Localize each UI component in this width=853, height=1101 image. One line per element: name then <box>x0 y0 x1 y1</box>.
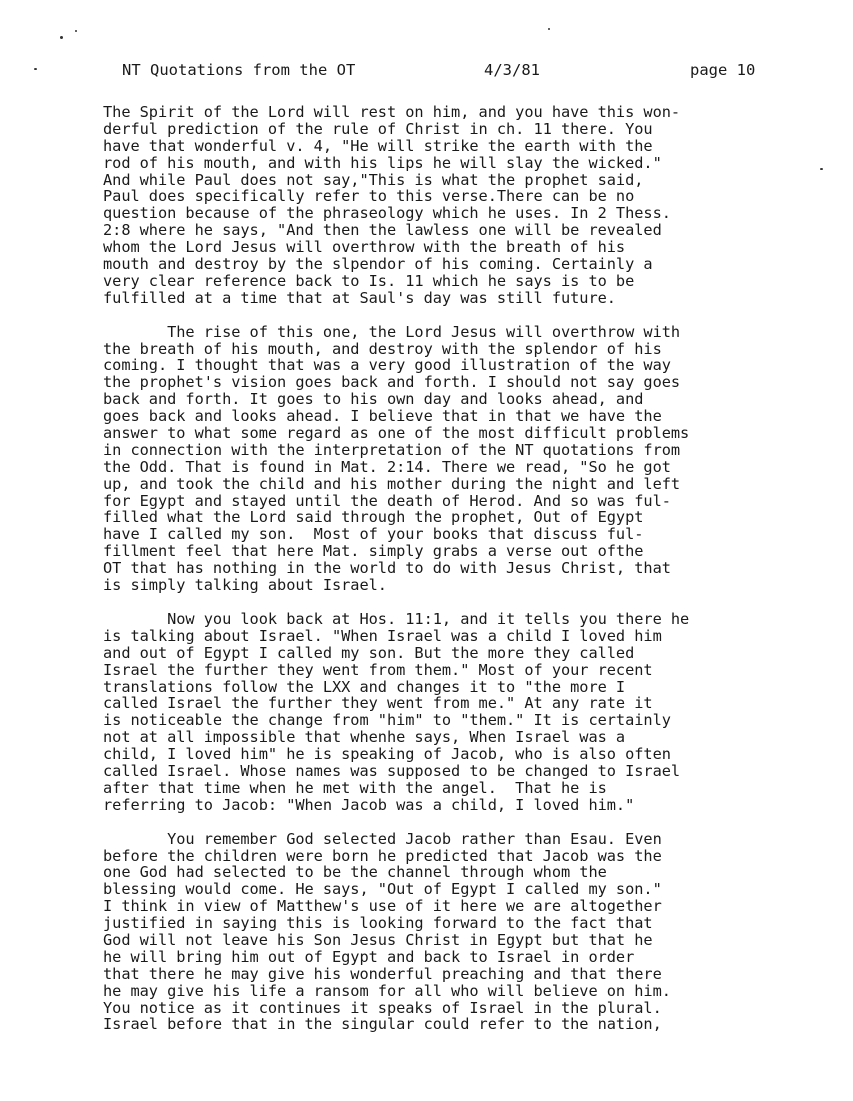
paragraph <box>103 611 773 814</box>
text-line: blessing would come. He says, "Out of Egypt I called my son." <box>103 880 662 899</box>
text-line: one God had selected to be the channel through whom the <box>103 863 607 882</box>
text-line: have that wonderful v. 4, "He will strike the earth with the <box>103 136 653 155</box>
text-line: very clear reference back to Is. 11 which he says is to be <box>103 271 635 290</box>
text-line: have I called my son. Most of your books that discuss ful- <box>103 525 644 544</box>
paragraph <box>103 831 773 1034</box>
text-line: in connection with the interpretation of the NT quotations from <box>103 440 681 459</box>
text-line: mouth and destroy by the slpendor of his coming. Certainly a <box>103 255 653 274</box>
text-line: The Spirit of the Lord will rest on him, and you have this won- <box>103 103 681 121</box>
text-line: Israel the further they went from them." Most of your recent <box>103 660 653 679</box>
text-line: God will not leave his Son Jesus Christ in Egypt but that he <box>103 930 653 949</box>
text-line: the Odd. That is found in Mat. 2:14. There we read, "So he got <box>103 457 671 476</box>
text-line: question because of the phraseology which he uses. In 2 Thess. <box>103 204 671 223</box>
text-line: called Israel the further they went from me." At any rate it <box>103 694 653 713</box>
text-line: Paul does specifically refer to this verse.There can be no <box>103 187 635 206</box>
text-line: is talking about Israel. "When Israel was a child I loved him <box>103 626 662 645</box>
scan-speck <box>34 68 37 70</box>
document-date: 4/3/81 <box>484 61 540 79</box>
document-body <box>103 104 773 1050</box>
text-line: before the children were born he predicted that Jacob was the <box>103 846 662 865</box>
text-line: And while Paul does not say,"This is what the prophet said, <box>103 170 644 189</box>
text-line: The rise of this one, the Lord Jesus will overthrow with <box>103 322 681 341</box>
text-line: coming. I thought that was a very good illustration of the way <box>103 356 671 375</box>
text-line: he will bring him out of Egypt and back to Israel in order <box>103 947 635 966</box>
scan-speck <box>75 30 77 32</box>
paragraph <box>103 104 773 307</box>
text-line: derful prediction of the rule of Christ in ch. 11 there. You <box>103 119 653 138</box>
text-line: rod of his mouth, and with his lips he will slay the wicked." <box>103 153 662 172</box>
text-line: You remember God selected Jacob rather than Esau. Even <box>103 829 662 848</box>
text-line: filled what the Lord said through the prophet, Out of Egypt <box>103 508 644 527</box>
paragraph <box>103 324 773 594</box>
text-line: whom the Lord Jesus will overthrow with the breath of his <box>103 238 626 257</box>
text-line: 2:8 where he says, "And then the lawless one will be revealed <box>103 221 662 240</box>
scan-speck <box>820 168 823 170</box>
text-line: that there he may give his wonderful preaching and that there <box>103 964 662 983</box>
text-line: he may give his life a ransom for all who will believe on him. <box>103 981 671 1000</box>
text-line: Now you look back at Hos. 11:1, and it tells you there he <box>103 609 690 628</box>
text-line: for Egypt and stayed until the death of Herod. And so was ful- <box>103 491 671 510</box>
text-line: is simply talking about Israel. <box>103 576 387 595</box>
text-line: OT that has nothing in the world to do with Jesus Christ, that <box>103 559 671 578</box>
text-line: fulfilled at a time that at Saul's day was still future. <box>103 288 616 307</box>
scan-speck <box>548 28 550 30</box>
text-line: Israel before that in the singular could refer to the nation, <box>103 1015 662 1034</box>
text-line: back and forth. It goes to his own day and looks ahead, and <box>103 390 644 409</box>
text-line: referring to Jacob: "When Jacob was a child, I loved him." <box>103 795 635 814</box>
text-line: answer to what some regard as one of the most difficult problems <box>103 424 690 443</box>
document-title: NT Quotations from the OT <box>122 61 356 79</box>
text-line: goes back and looks ahead. I believe that in that we have the <box>103 407 662 426</box>
text-line: and out of Egypt I called my son. But the more they called <box>103 643 635 662</box>
text-line: is noticeable the change from "him" to "them." It is certainly <box>103 711 671 730</box>
page-header <box>122 60 772 80</box>
text-line: after that time when he met with the angel. That he is <box>103 778 607 797</box>
scan-speck <box>60 36 63 39</box>
text-line: You notice as it continues it speaks of Israel in the plural. <box>103 998 662 1017</box>
text-line: fillment feel that here Mat. simply grabs a verse out ofthe <box>103 542 644 561</box>
text-line: up, and took the child and his mother during the night and left <box>103 474 681 493</box>
text-line: the prophet's vision goes back and forth. I should not say goes <box>103 373 681 392</box>
text-line: child, I loved him" he is speaking of Jacob, who is also often <box>103 745 671 764</box>
text-line: justified in saying this is looking forward to the fact that <box>103 914 653 933</box>
text-line: not at all impossible that whenhe says, When Israel was a <box>103 728 626 747</box>
text-line: called Israel. Whose names was supposed to be changed to Israel <box>103 761 681 780</box>
text-line: the breath of his mouth, and destroy with the splendor of his <box>103 339 662 358</box>
page-number: page 10 <box>690 61 756 79</box>
text-line: I think in view of Matthew's use of it here we are altogether <box>103 897 662 916</box>
text-line: translations follow the LXX and changes it to "the more I <box>103 677 626 696</box>
